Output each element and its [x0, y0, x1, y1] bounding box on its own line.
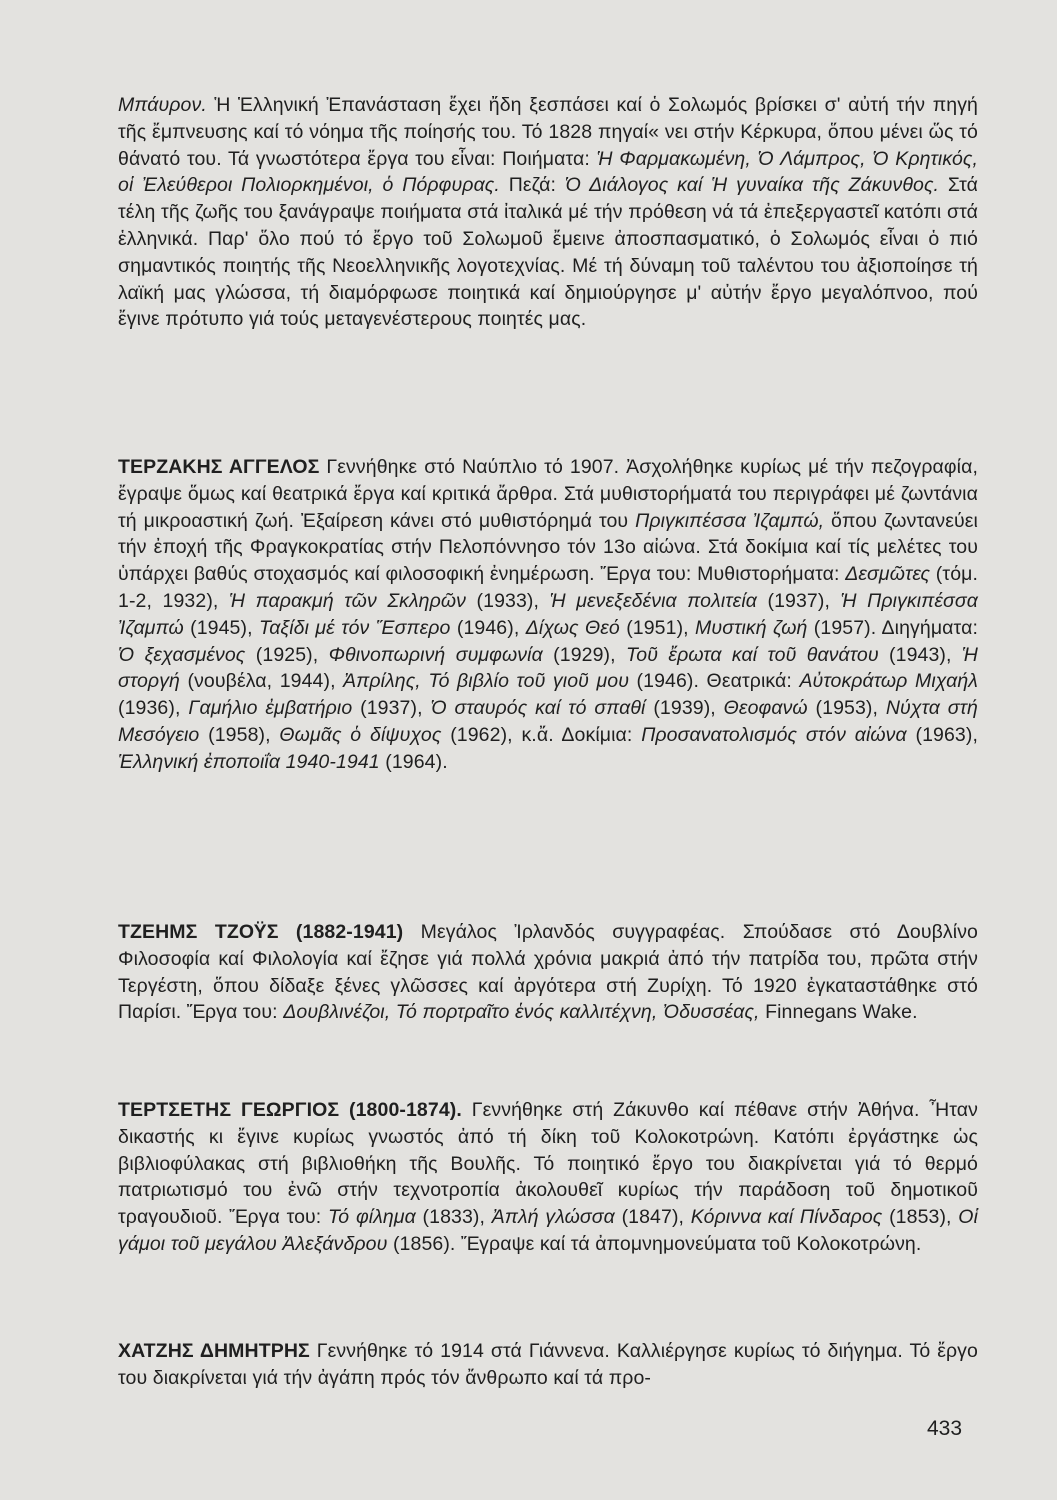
- entry-text: Μεγάλος Ἰρλανδός συγγραφέας. Σπούδασε στό Δουβλίνο Φιλοσοφία καί Φιλολογία καί ἔζησε γιά πολλά χρόνια μακριά ἀπό τήν πατρίδα του, πρῶτα στήν Τεργέστη, ὅπου δίδαξε ξένες γλῶσσες καί ἀργότερα στή Ζυρίχη. Τό 1920 ἐγκαταστάθηκε στό Παρίσι. Ἔργα του:: [118, 921, 978, 1024]
- work-title: Αὐτοκράτωρ Μιχαήλ: [799, 670, 979, 693]
- entry-text: (1951),: [619, 616, 696, 639]
- entry-text: ὅπου ζωντανεύει τήν ἐποχή τῆς Φραγκοκρατίας στήν Πελοπόννησο τόν 13ο αἰώνα. Στά δοκίμια καί τίς μελέτες του ὑπάρχει βαθύς στοχασμός καί φιλοσοφική ἐνημέρωση. Ἔργα του: Μυθιστορήματα:: [118, 509, 978, 586]
- work-title: Ἀπλή γλώσσα: [491, 1206, 615, 1229]
- entry-text: Γεννήθηκε τό 1914 στά Γιάννενα. Καλλιέργησε κυρίως τό διήγημα. Τό ἔργο του διακρίνεται γιά τήν ἀγάπη πρός τόν ἄνθρωπο καί τά προ-: [118, 1340, 978, 1389]
- entry-text: (1853),: [882, 1206, 959, 1229]
- entry-text: (1957). Διηγήματα:: [807, 616, 978, 639]
- entry-text: (1939),: [645, 697, 724, 720]
- entry-heading: ΧΑΤΖΗΣ ΔΗΜΗΤΡΗΣ: [118, 1340, 310, 1362]
- work-title: Προσανατολισμός στόν αἰώνα: [641, 723, 907, 746]
- entry-text: Γεννήθηκε στή Ζάκυνθο καί πέθανε στήν Ἀθήνα. Ἦταν δικαστής κι ἔγινε κυρίως γνωστός ἀπό τή δίκη τοῦ Κολοκοτρώνη. Κατόπι ἐργάστηκε ὡς βιβλιοφύλακας στή βιβλιοθήκη τῆς Βουλῆς. Τό ποιητικό ἔργο του διακρίνεται γιά τό θερμό πατριωτισμό του ἐνῶ στήν τεχνοτροπία ἀκολουθεῖ κυρίως τήν παράδοση τοῦ δημοτικοῦ τραγουδιοῦ. Ἔργα του:: [118, 1099, 978, 1229]
- entry-james-joyce: [118, 919, 978, 1026]
- entry-text: (1962), κ.ἄ. Δοκίμια:: [441, 723, 642, 746]
- entry-heading: ΤΕΡΖΑΚΗΣ ΑΓΓΕΛΟΣ: [118, 456, 320, 478]
- work-title: Ταξίδι μέ τόν Ἕσπερο: [258, 616, 451, 639]
- entry-text: (1937),: [756, 589, 841, 612]
- work-title: Πριγκιπέσσα Ἰζαμπώ,: [635, 509, 825, 532]
- entry-text: Στά τέλη τῆς ζωῆς του ξανάγραψε ποιήματα στά ἰταλικά μέ τήν πρόθεση νά τά ἐπεξεργαστεῖ κατόπι στά ἑλληνικά. Παρ' ὅλο πού τό ἔργο τοῦ Σολωμοῦ ἔμεινε ἀποσπασματικό, ὁ Σολωμός εἶναι ὁ πιό σημαντικός ποιητής τῆς Νεοελληνικῆς λογοτεχνίας. Μέ τή δύναμη τοῦ ταλέντου του ἀξιοποίησε τή λαϊκή μας γλώσσα, τή διαμόρφωσε ποιητικά καί δημιούργησε μ' αὐτήν ἔργο μεγαλόπνοο, πού ἔγινε πρότυπο γιά τούς μεταγενέστερους ποιητές μας.: [118, 174, 979, 331]
- work-title: Οἱ γάμοι τοῦ μεγάλου Ἀλεξάνδρου: [118, 1206, 978, 1255]
- work-title: Ἡ Πριγκιπέσσα Ἰζαμπώ: [118, 589, 978, 639]
- entry-text: (1943),: [878, 643, 962, 666]
- entry-heading: ΤΕΡΤΣΕΤΗΣ ΓΕΩΡΓΙΟΣ (1800-1874).: [118, 1099, 462, 1121]
- work-title: Νύχτα στή Μεσόγειο: [118, 697, 978, 746]
- entry-solomos-continued: [118, 92, 978, 333]
- entry-text: (1946),: [450, 616, 526, 639]
- work-title: Κόριννα καί Πίνδαρος: [690, 1206, 883, 1229]
- work-title: Μυστική ζωή: [695, 616, 808, 639]
- work-title: Δεσμῶτες: [845, 563, 931, 586]
- entry-text: (1856). Ἔγραψε καί τά ἀπομνημονεύματα τοῦ Κολοκοτρώνη.: [387, 1232, 922, 1255]
- entry-heading: ΤΖΕΗΜΣ ΤΖΟΫΣ (1882-1941): [118, 921, 404, 943]
- work-title: Ἡ μενεξεδένια πολιτεία: [549, 589, 757, 612]
- work-title: Μπάυρον.: [118, 94, 207, 116]
- entry-text: (1929),: [542, 643, 627, 666]
- page-number: 433: [927, 1417, 963, 1440]
- work-title: Τοῦ ἔρωτα καί τοῦ θανάτου: [626, 643, 879, 666]
- entry-terzakis-angelos: [118, 454, 978, 776]
- entry-text: (1925),: [245, 643, 329, 666]
- entry-text: (1963),: [906, 723, 978, 746]
- entry-text: (1946). Θεατρικά:: [629, 670, 800, 693]
- work-title: Ὁ ξεχασμένος: [118, 643, 246, 666]
- entry-text: (νουβέλα, 1944),: [179, 670, 344, 693]
- work-title: Ὁ Διάλογος καί Ἡ γυναίκα τῆς Ζάκυνθος.: [564, 174, 940, 197]
- work-title: Δουβλινέζοι, Τό πορτραῖτο ἑνός καλλιτέχνη, Ὀδυσσέας,: [283, 1001, 760, 1024]
- entry-text: (1937),: [352, 697, 431, 720]
- entry-chatzis-dimitris: [118, 1338, 978, 1392]
- work-title: Ἡ Φαρμακωμένη, Ὁ Λάμπρος, Ὁ Κρητικός, οἱ Ἐλεύθεροι Πολιορκημένοι, ὁ Πόρφυρας.: [118, 147, 978, 197]
- entry-text: Ἡ Ἑλληνική Ἐπανάσταση ἔχει ἤδη ξεσπάσει καί ὁ Σολωμός βρίσκει σ' αὐτή τήν πηγή τῆς ἔμπνευσης καί τό νόημα τῆς ποίησής του. Τό 1828 πηγαί« νει στήν Κέρκυρα, ὅπου μένει ὥς τό θάνατό του. Τά γνωστότερα ἔργα του εἶναι: Ποιήματα:: [118, 94, 978, 170]
- entry-text: (1847),: [614, 1206, 691, 1229]
- entry-text: (1833),: [415, 1206, 492, 1229]
- work-title: Ὁ σταυρός καί τό σπαθί: [430, 697, 646, 720]
- entry-text: (1936),: [118, 697, 189, 720]
- entry-text: Γεννήθηκε στό Ναύπλιο τό 1907. Ἀσχολήθηκε κυρίως μέ τήν πεζογραφία, ἔγραψε ὅμως καί θεατρικά ἔργα καί κριτικά ἄρθρα. Στά μυθιστορήματά του περιγράφει μέ ζωντάνια τή μικροαστική ζωή. Ἐξαίρεση κάνει στό μυθιστόρημά του: [118, 456, 978, 532]
- entry-text: (1945),: [183, 616, 259, 639]
- work-title: Ἀπρίλης, Τό βιβλίο τοῦ γιοῦ μου: [343, 670, 630, 693]
- entry-text: (1953),: [807, 697, 886, 720]
- entry-text: (τόμ. 1-2, 1932),: [118, 563, 978, 612]
- entry-text: Πεζά:: [499, 174, 565, 197]
- entry-tertsetis-georgios: [118, 1097, 978, 1258]
- work-title: Δίχως Θεό: [525, 616, 620, 639]
- work-title: Θεοφανώ: [723, 697, 808, 720]
- entry-text: Finnegans Wake.: [759, 1001, 918, 1024]
- work-title: Γαμήλιο ἐμβατήριο: [188, 697, 353, 720]
- work-title: Φθινοπωρινή συμφωνία: [328, 643, 543, 666]
- entry-text: (1958),: [199, 723, 280, 746]
- work-title: Θωμᾶς ὁ δίψυχος: [279, 723, 442, 746]
- entry-text: (1933),: [466, 589, 550, 612]
- work-title: Ἡ στοργή: [118, 643, 978, 693]
- work-title: Τό φίλημα: [328, 1206, 416, 1229]
- entry-text: (1964).: [379, 750, 448, 773]
- work-title: Ἑλληνική ἐποποιΐα 1940-1941: [118, 750, 380, 773]
- work-title: Ἡ παρακμή τῶν Σκληρῶν: [228, 589, 467, 612]
